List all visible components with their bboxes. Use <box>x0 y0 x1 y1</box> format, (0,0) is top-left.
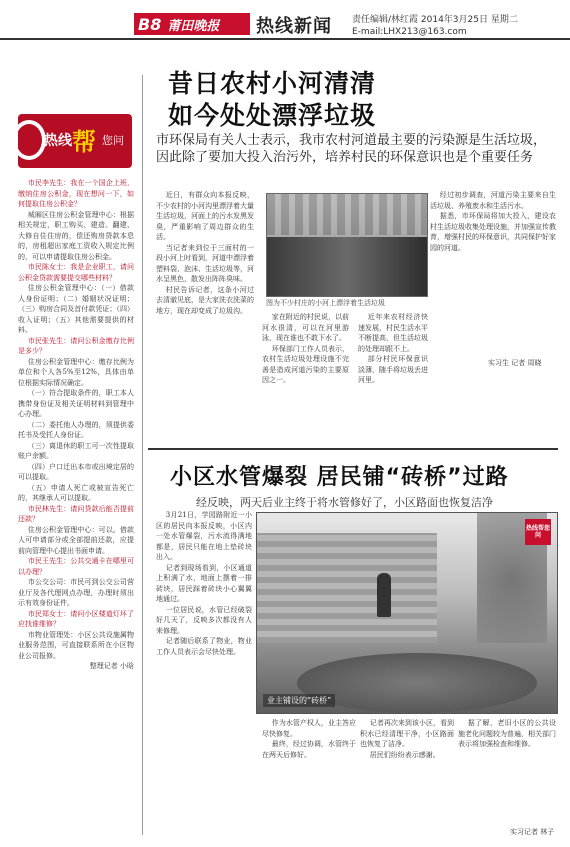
qa-paragraph: （一）符合提取条件的，职工本人携带身份证及相关证明材料到管理中心办理。 <box>18 389 134 418</box>
byline: 整理记者 小晗 <box>89 662 134 670</box>
photo2-caption: 业主铺设的“砖桥” <box>263 694 335 707</box>
river-garbage-photo <box>266 193 428 297</box>
qa-paragraph: （三）离退休的职工可一次性提取账户余额。 <box>18 441 134 460</box>
story-separator <box>148 448 558 450</box>
story1-column-3 <box>358 312 428 444</box>
story-paragraph: 近日，有群众向本报反映，不少农村的小河沟里漂浮着大量生活垃圾，河面上的污水发黑发臭，严重影响了周边群众的生活。 <box>156 191 254 241</box>
story-paragraph: 经过初步调查，河道污染主要来自生活垃圾、养殖废水和生活污水。 <box>430 191 556 210</box>
story-paragraph: 记者随后联系了物业，物业工作人员表示会尽快处理。 <box>156 637 252 656</box>
story-paragraph: 据了解，老旧小区的公共设施老化问题较为普遍，相关部门表示将加强检查和维修。 <box>458 719 556 748</box>
qa-paragraph: （四）户口迁出本市或出境定居的可以提取。 <box>18 462 134 481</box>
qa-paragraph: 市物业管理处：小区公共设施属物业服务范围，可直接联系所在小区物业公司报修。 <box>18 630 134 660</box>
page-number-tag <box>134 13 250 35</box>
story2-column-1 <box>156 510 252 840</box>
phone-ring-icon <box>12 120 46 160</box>
qa-paragraph: 市民郑女士：请问小区楼道灯坏了应找谁维修？ <box>18 609 134 628</box>
story1-byline: 实习生 记者 周晓 <box>488 359 542 367</box>
editor-meta <box>352 14 518 38</box>
story-paragraph: 近年来农村经济快速发展，村民生活水平不断提高，但生活垃圾的处理却跟不上。 <box>358 313 428 353</box>
story2-column-4 <box>458 718 556 838</box>
story2-headline: 小区水管爆裂 居民铺“砖桥”过路 <box>170 465 509 490</box>
story-paragraph: 一位居民说，水管已经破裂好几天了，反映多次都没有人来修理。 <box>156 605 252 635</box>
story1-column-4-top <box>430 190 556 400</box>
story1-column-1 <box>156 190 254 440</box>
qa-paragraph: 住房公积金管理中心：可以。借款人可申请部分或全部提前还款，应提前向管理中心提出书面申请。 <box>18 525 134 555</box>
story-paragraph: 据悉，市环保局将加大投入，建设农村生活垃圾收集处理设施，并加强宣传教育，增强村民的环保意识，共同保护好家园的河道。 <box>430 212 556 252</box>
story2-column-2 <box>262 718 356 838</box>
qa-paragraph: 市民李先生：我在一个国企上班，缴纳住房公积金，现在想问一下，如何提取住房公积金？ <box>18 179 134 208</box>
photo1-caption: 图为不少村庄的小河上漂浮着生活垃圾 <box>266 299 385 307</box>
qa-paragraph: 市民陈女士：我是企业职工，请问公积金贷款需要提交哪些材料？ <box>18 263 134 282</box>
newspaper-name: 莆田晚报 <box>167 18 220 34</box>
email-line: E-mail:LHX213@163.com <box>352 27 467 37</box>
story-paragraph: 最终，经过协调，水管终于在两天后修好。 <box>262 740 356 759</box>
story-paragraph: 居民们纷纷表示感谢。 <box>369 750 440 759</box>
logo-text-c: 您问 <box>102 134 124 147</box>
qa-paragraph: 市公交公司：市民可到公交公司营业厅及各代理网点办理，办理时须出示有效身份证件。 <box>18 578 134 607</box>
qa-paragraph: 住房公积金管理中心：（一）借款人身份证明；（二）婚姻状况证明；（三）购房合同及首付款凭证；（四）收入证明；（五）其他需要提供的材料。 <box>18 284 134 334</box>
page-number: B8 <box>138 14 162 34</box>
story1-deck: 市环保局有关人士表示，我市农村河道最主要的污染源是生活垃圾，因此除了要加大投入治污外，培养村民的环保意识也是个重要任务 <box>156 133 547 165</box>
story1-headline-line2: 如今处处漂浮垃圾 <box>168 101 377 130</box>
story-paragraph: 家在附近的村民说，以前河水很清，可以在河里游泳，现在谁也不敢下水了。 <box>262 313 349 342</box>
story-paragraph: 记者到现场看到，小区通道上积满了水，地面上摆着一排砖块，居民踩着砖块小心翼翼地通过。 <box>156 563 252 603</box>
story-paragraph: 作为水管产权人，业主答应尽快修复。 <box>262 719 356 738</box>
editor-line: 责任编辑/林红霞 2014年3月25日 星期二 <box>352 15 518 25</box>
qa-paragraph: （二）委托他人办理的，须提供委托书及受托人身份证。 <box>18 420 134 439</box>
column-divider <box>142 75 143 835</box>
story2-byline: 实习记者 林子 <box>510 828 555 836</box>
logo-text-a: 热线 <box>44 133 72 149</box>
brick-bridge-photo <box>256 512 558 714</box>
qa-paragraph: 城厢区住房公积金管理中心：根据相关规定，职工购买、建造、翻建、大修自住住房的，偿还购房贷款本息的，房租超出家庭工资收入规定比例的，可以申请提取住房公积金。 <box>18 210 134 261</box>
logo-text-b: 帮 <box>72 128 96 156</box>
story-paragraph: 环保部门工作人员表示，农村生活垃圾处理设施不完善是造成河道污染的主要原因之一。 <box>262 344 349 384</box>
qa-paragraph: 市民张先生：请问公积金缴存比例是多少？ <box>18 336 134 355</box>
page-header <box>0 0 570 52</box>
hotline-qa-column <box>18 178 134 838</box>
story-paragraph: 村民告诉记者，这条小河过去清澈见底，是大家洗衣洗菜的地方，现在却变成了垃圾沟。 <box>156 285 254 315</box>
story-paragraph: 记者再次来到该小区，看到积水已经清理干净，小区路面也恢复了洁净。 <box>360 719 454 748</box>
section-title: 热线新闻 <box>256 16 332 37</box>
photo-water <box>267 237 427 296</box>
photo-trees <box>267 194 427 235</box>
story1-headline-line1: 昔日农村小河清清 <box>168 69 377 98</box>
story2-subhead: 经反映，两天后业主终于将水管修好了，小区路面也恢复洁净 <box>196 496 493 509</box>
hotline-badge: 热线帮您问 <box>525 519 551 545</box>
photo-resident <box>377 573 391 617</box>
story-paragraph: 当记者来到位于三面村的一段小河上时看到，河道中漂浮着塑料袋、泡沫、生活垃圾等，河水呈黑色，散发出阵阵臭味。 <box>156 243 254 283</box>
qa-paragraph: 市民林先生：请问贷款后能否提前还款？ <box>18 504 134 523</box>
story-paragraph: 部分村民环保意识淡薄，随手将垃圾丢进河里。 <box>358 355 428 384</box>
qa-paragraph: （五）申请人死亡或被宣告死亡的，其继承人可以提取。 <box>18 483 134 502</box>
qa-paragraph: 住房公积金管理中心：缴存比例为单位和个人各5%至12%，具体由单位根据实际情况确定。 <box>18 357 134 387</box>
story-paragraph: 3月21日，学园路附近一小区的居民向本报反映，小区内一处水管爆裂，污水流得满地都是，居民只能在地上垫砖块出入。 <box>156 511 252 561</box>
qa-paragraph: 市民王先生：公共交通卡在哪里可以办理？ <box>18 557 134 576</box>
photo-brick-wall <box>257 533 437 643</box>
hotline-logo <box>18 114 132 168</box>
story2-column-3 <box>360 718 454 838</box>
story1-column-2 <box>262 312 349 444</box>
